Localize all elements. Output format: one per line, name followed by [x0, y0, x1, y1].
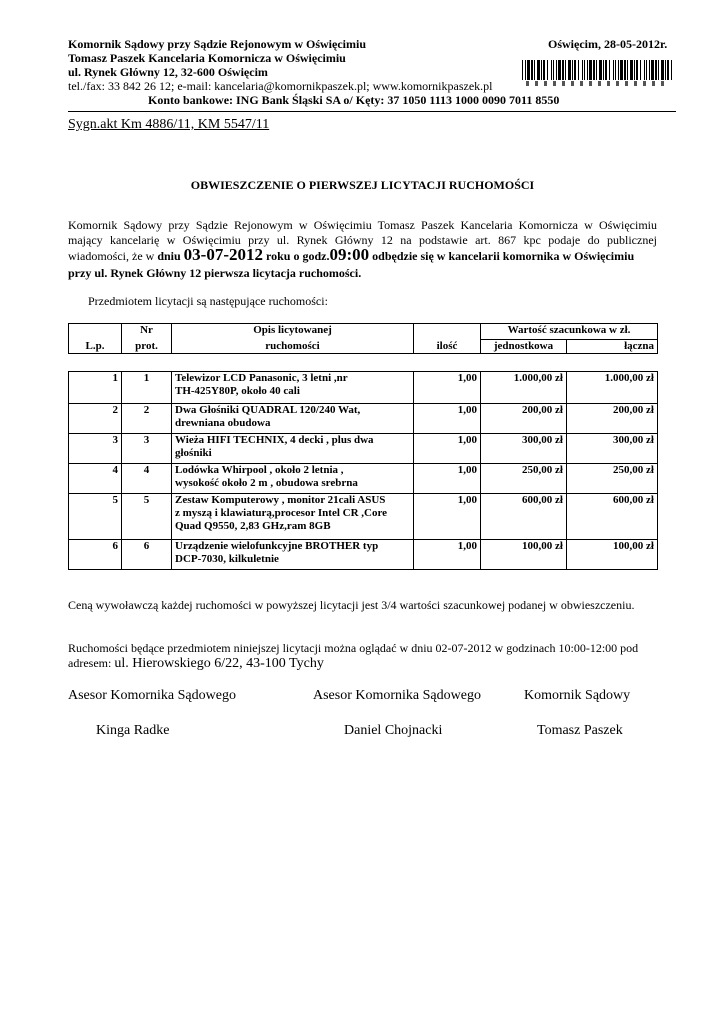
auction-date: 03-07-2012 — [183, 245, 263, 264]
intro-text-a: wiadomości, że w — [68, 249, 158, 263]
row-lp: 5 — [69, 494, 122, 540]
intro-line-4: przy ul. Rynek Główny 12 pierwsza licytacja ruchomości. — [68, 266, 362, 280]
row-nr: 6 — [122, 540, 172, 570]
row-jednostkowa: 250,00 zł — [481, 464, 567, 494]
opis-line: drewniana obudowa — [175, 417, 271, 429]
header-place-date: Oświęcim, 28-05-2012r. — [548, 37, 668, 51]
barcode-image — [522, 60, 672, 80]
row-lp: 6 — [69, 540, 122, 570]
case-reference: Sygn.akt Km 4886/11, KM 5547/11 — [68, 117, 270, 132]
opis-line: Urządzenie wielofunkcyjne BROTHER typ — [175, 540, 379, 552]
table-row — [69, 372, 658, 404]
opis-line: Quad Q9550, 2,83 GHz,ram 8GB — [175, 520, 331, 532]
row-opis — [172, 494, 414, 540]
row-laczna: 200,00 zł — [567, 404, 658, 434]
viewing-line-2 — [68, 656, 324, 671]
header-address: ul. Rynek Główny 12, 32-600 Oświęcim — [68, 65, 268, 79]
items-table-header — [68, 323, 658, 354]
row-laczna: 600,00 zł — [567, 494, 658, 540]
header-ilosc: ilość — [414, 324, 481, 354]
row-nr: 2 — [122, 404, 172, 434]
intro-text-b: dniu — [157, 249, 184, 263]
items-table — [68, 371, 658, 570]
row-ilosc: 1,00 — [414, 540, 481, 570]
opis-line: Wieża HIFI TECHNIX, 4 decki , plus dwa — [175, 434, 374, 446]
opis-line: Zestaw Komputerowy , monitor 21cali ASUS — [175, 494, 386, 506]
row-opis — [172, 540, 414, 570]
viewing-address: ul. Hierowskiego 6/22, 43-100 Tychy — [114, 656, 324, 671]
viewing-address-label: adresem: — [68, 656, 115, 670]
document-title: OBWIESZCZENIE O PIERWSZEJ LICYTACJI RUCHOMOŚCI — [190, 178, 535, 192]
opis-line: wysokość około 2 m , obudowa srebrna — [175, 477, 358, 489]
opis-line: głośniki — [175, 447, 212, 459]
row-ilosc: 1,00 — [414, 464, 481, 494]
price-note: Ceną wywoławczą każdej ruchomości w powyższej licytacji jest 3/4 wartości szacunkowej podanej w obwieszczeniu. — [68, 598, 635, 612]
opis-line: z myszą i klawiaturą,procesor Intel CR ,Core — [175, 507, 388, 519]
row-opis — [172, 404, 414, 434]
row-opis — [172, 464, 414, 494]
table-row — [69, 404, 658, 434]
row-lp: 3 — [69, 434, 122, 464]
table-row — [69, 540, 658, 570]
row-nr: 4 — [122, 464, 172, 494]
signature-name-2: Daniel Chojnacki — [344, 723, 443, 738]
header-bank-account: Konto bankowe: ING Bank Śląski SA o/ Kęty: 37 1050 1113 1000 0090 7011 8550 — [148, 93, 560, 107]
opis-line: Dwa Głośniki QUADRAL 120/240 Wat, — [175, 404, 361, 416]
header-divider — [68, 111, 676, 112]
signature-name-3: Tomasz Paszek — [537, 723, 623, 738]
signature-role-3: Komornik Sądowy — [524, 688, 631, 703]
row-lp: 4 — [69, 464, 122, 494]
header-opis: Opis licytowanej — [172, 324, 414, 340]
items-intro: Przedmiotem licytacji są następujące ruchomości: — [88, 294, 328, 308]
row-laczna: 1.000,00 zł — [567, 372, 658, 404]
opis-line: TH-425Y80P, około 40 cali — [175, 385, 300, 397]
row-opis — [172, 372, 414, 404]
auction-time: 09:00 — [329, 245, 370, 264]
viewing-line-1: Ruchomości będące przedmiotem niniejszej licytacji można oglądać w dniu 02-07-2012 w godzinach 10:00-12:00 pod — [68, 641, 639, 655]
row-ilosc: 1,00 — [414, 372, 481, 404]
signature-name-1: Kinga Radke — [96, 723, 170, 738]
row-jednostkowa: 100,00 zł — [481, 540, 567, 570]
header-kancelaria: Tomasz Paszek Kancelaria Komornicza w Oświęcimiu — [68, 51, 346, 65]
row-jednostkowa: 1.000,00 zł — [481, 372, 567, 404]
row-ilosc: 1,00 — [414, 494, 481, 540]
header-ruchomosci: ruchomości — [172, 340, 414, 354]
signature-role-1: Asesor Komornika Sądowego — [68, 688, 236, 703]
header-office-name: Komornik Sądowy przy Sądzie Rejonowym w Oświęcimiu — [68, 37, 366, 51]
header-jednostkowa: jednostkowa — [481, 340, 567, 354]
intro-text-c: roku o godz. — [263, 249, 330, 263]
row-jednostkowa: 600,00 zł — [481, 494, 567, 540]
table-row — [69, 464, 658, 494]
signature-role-2: Asesor Komornika Sądowego — [313, 688, 481, 703]
header-nr: Nr — [122, 324, 172, 340]
opis-line: DCP-7030, kilkuletnie — [175, 553, 279, 565]
header-wartosc: Wartość szacunkowa w zł. — [481, 324, 658, 340]
row-jednostkowa: 200,00 zł — [481, 404, 567, 434]
header-prot: prot. — [122, 340, 172, 354]
row-nr: 3 — [122, 434, 172, 464]
row-laczna: 100,00 zł — [567, 540, 658, 570]
opis-line: Lodówka Whirpool , około 2 letnia , — [175, 464, 344, 476]
row-ilosc: 1,00 — [414, 434, 481, 464]
row-laczna: 250,00 zł — [567, 464, 658, 494]
barcode-digits-image — [522, 80, 672, 87]
row-lp: 2 — [69, 404, 122, 434]
row-jednostkowa: 300,00 zł — [481, 434, 567, 464]
header-lp: L.p. — [69, 324, 122, 354]
row-lp: 1 — [69, 372, 122, 404]
row-nr: 1 — [122, 372, 172, 404]
row-ilosc: 1,00 — [414, 404, 481, 434]
row-laczna: 300,00 zł — [567, 434, 658, 464]
intro-line-3 — [68, 247, 657, 264]
intro-line-1: Komornik Sądowy przy Sądzie Rejonowym w Oświęcimiu Tomasz Paszek Kancelaria Komornicza w Oświęcimiu — [68, 218, 657, 232]
table-row — [69, 434, 658, 464]
opis-line: Telewizor LCD Panasonic, 3 letni ,nr — [175, 372, 348, 384]
header-laczna: łączna — [567, 340, 658, 354]
table-row — [69, 494, 658, 540]
row-opis — [172, 434, 414, 464]
row-nr: 5 — [122, 494, 172, 540]
intro-line-2: mający kancelarię w Oświęcimiu przy ul. Rynek Główny 12 na podstawie art. 867 kpc podaje do publicznej — [68, 233, 657, 247]
intro-text-d: odbędzie się w kancelarii komornika w Oświęcimiu — [369, 249, 635, 263]
header-contact: tel./fax: 33 842 26 12; e-mail: kancelaria@komornikpaszek.pl; www.komornikpaszek.pl — [68, 79, 493, 93]
